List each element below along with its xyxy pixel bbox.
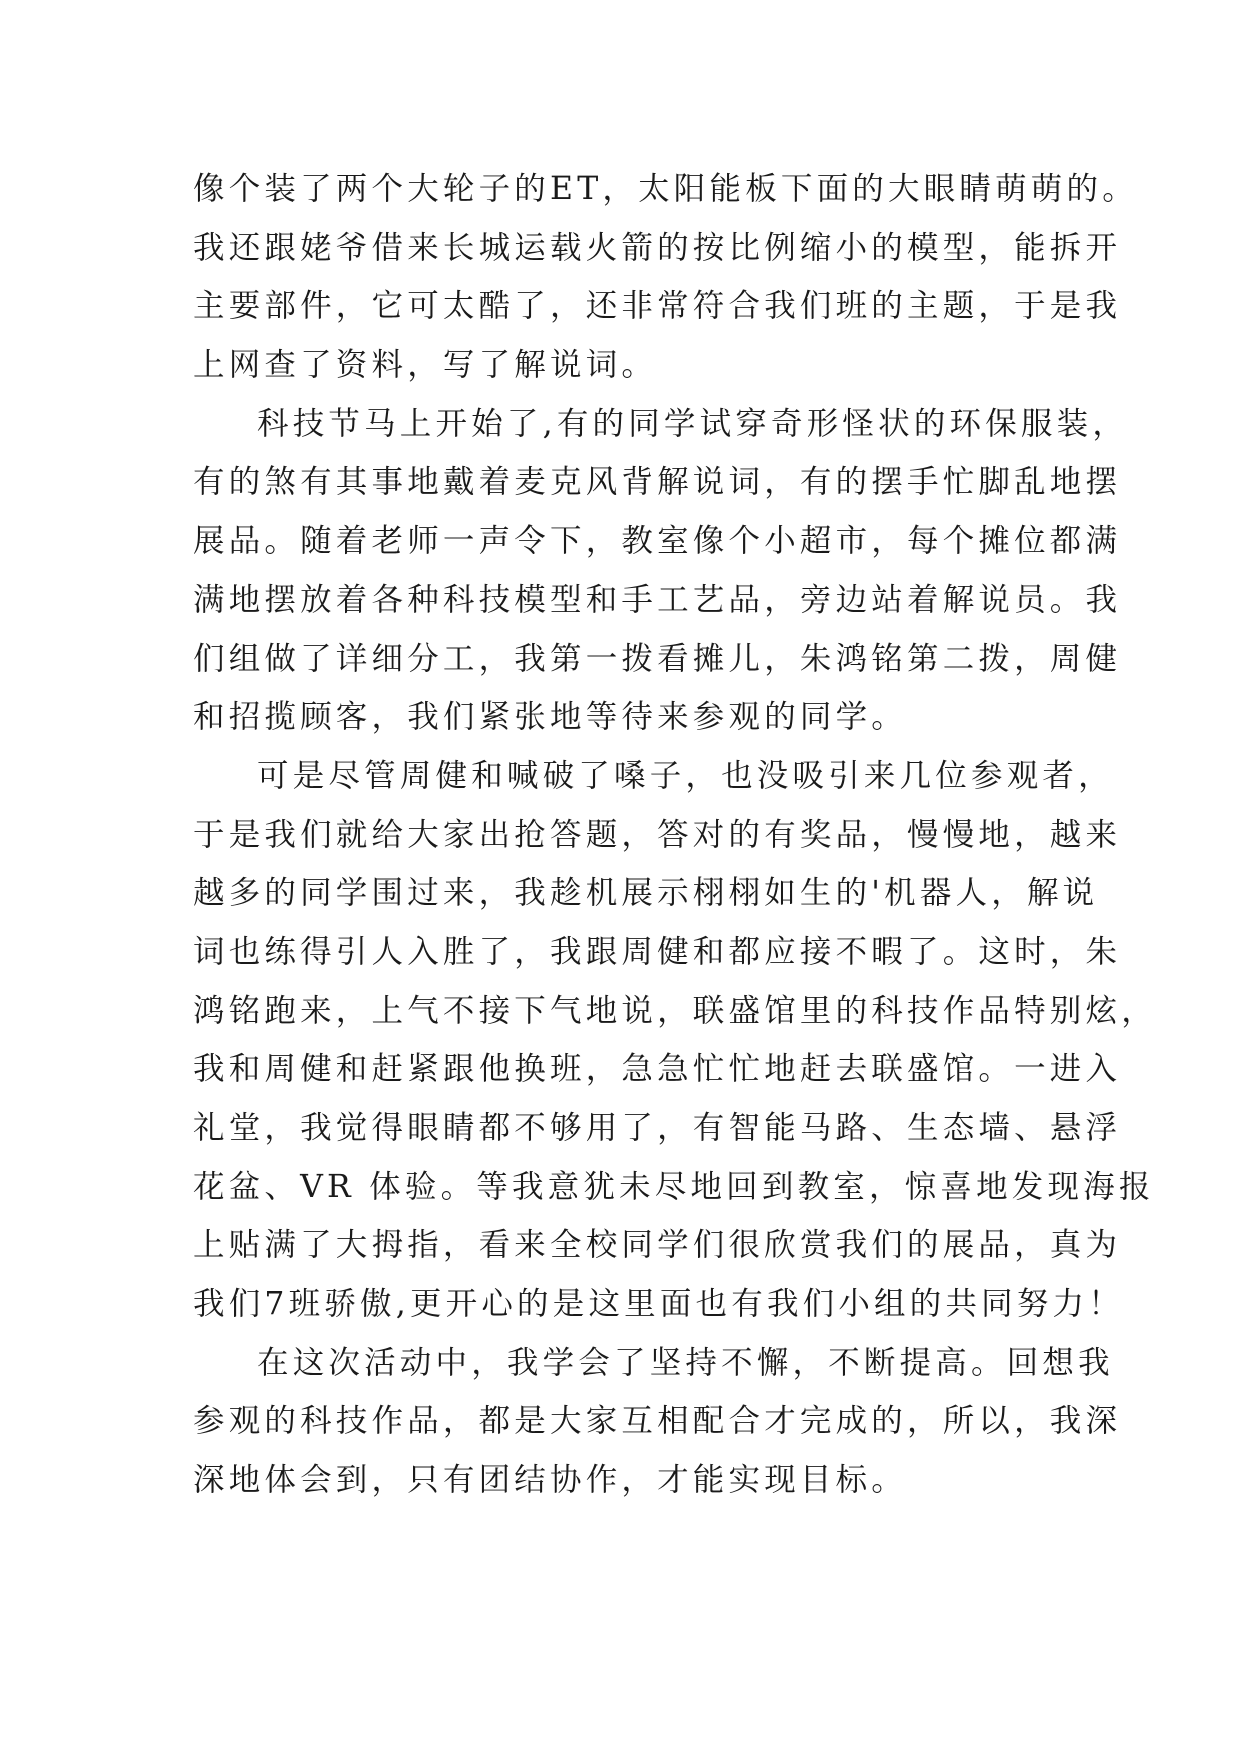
text-line: 参观的科技作品，都是大家互相配合才完成的，所以，我深	[193, 1403, 1122, 1440]
text-line: 和招揽顾客，我们紧张地等待来参观的同学。	[193, 699, 908, 736]
text-line: 礼堂，我觉得眼睛都不够用了，有智能马路、生态墙、悬浮	[193, 1110, 1122, 1146]
text-line: 我们7班骄傲,更开心的是这里面也有我们小组的共同努力！	[193, 1286, 1124, 1323]
text-line: 满地摆放着各种科技模型和手工艺品，旁边站着解说员。我	[193, 581, 1122, 618]
text-line: 像个装了两个大轮子的ET，太阳能板下面的大眼睛萌萌的。	[193, 171, 1138, 207]
text-line: 我还跟姥爷借来长城运载火箭的按比例缩小的模型，能拆开	[193, 229, 1122, 266]
text-line: 词也练得引人入胜了，我跟周健和都应接不暇了。这时，朱	[193, 933, 1122, 970]
text-line: 主要部件，它可太酷了，还非常符合我们班的主题，于是我	[193, 288, 1122, 325]
text-line: 有的煞有其事地戴着麦克风背解说词，有的摆手忙脚乱地摆	[193, 464, 1122, 501]
text-line: 越多的同学围过来，我趁机展示栩栩如生的'机器人，解说	[193, 875, 1099, 912]
text-line: 上贴满了大拇指，看来全校同学们很欣赏我们的展品，真为	[193, 1227, 1122, 1264]
paragraph-start-line: 可是尽管周健和喊破了嗓子，也没吸引来几位参观者，	[257, 757, 1114, 794]
text-line: 鸿铭跑来，上气不接下气地说，联盛馆里的科技作品特别炫，	[193, 992, 1157, 1029]
text-line: 上网查了资料，写了解说词。	[193, 347, 658, 384]
text-line: 展品。随着老师一声令下，教室像个小超市，每个摊位都满	[193, 523, 1122, 560]
essay-body	[193, 160, 1157, 1510]
paragraph-start-line: 在这次活动中，我学会了坚持不懈，不断提高。回想我	[257, 1344, 1114, 1381]
text-line: 于是我们就给大家出抢答题，答对的有奖品，慢慢地，越来	[193, 816, 1122, 853]
paragraph-start-line: 科技节马上开始了,有的同学试穿奇形怪状的环保服装，	[257, 405, 1129, 442]
text-line: 花盆、VR 体验。等我意犹未尽地回到教室，惊喜地发现海报	[193, 1168, 1155, 1205]
text-line: 深地体会到，只有团结协作，才能实现目标。	[193, 1462, 908, 1499]
text-line: 我和周健和赶紧跟他换班，急急忙忙地赶去联盛馆。一进入	[193, 1051, 1122, 1088]
text-line: 们组做了详细分工，我第一拨看摊儿，朱鸿铭第二拨，周健	[193, 640, 1122, 677]
